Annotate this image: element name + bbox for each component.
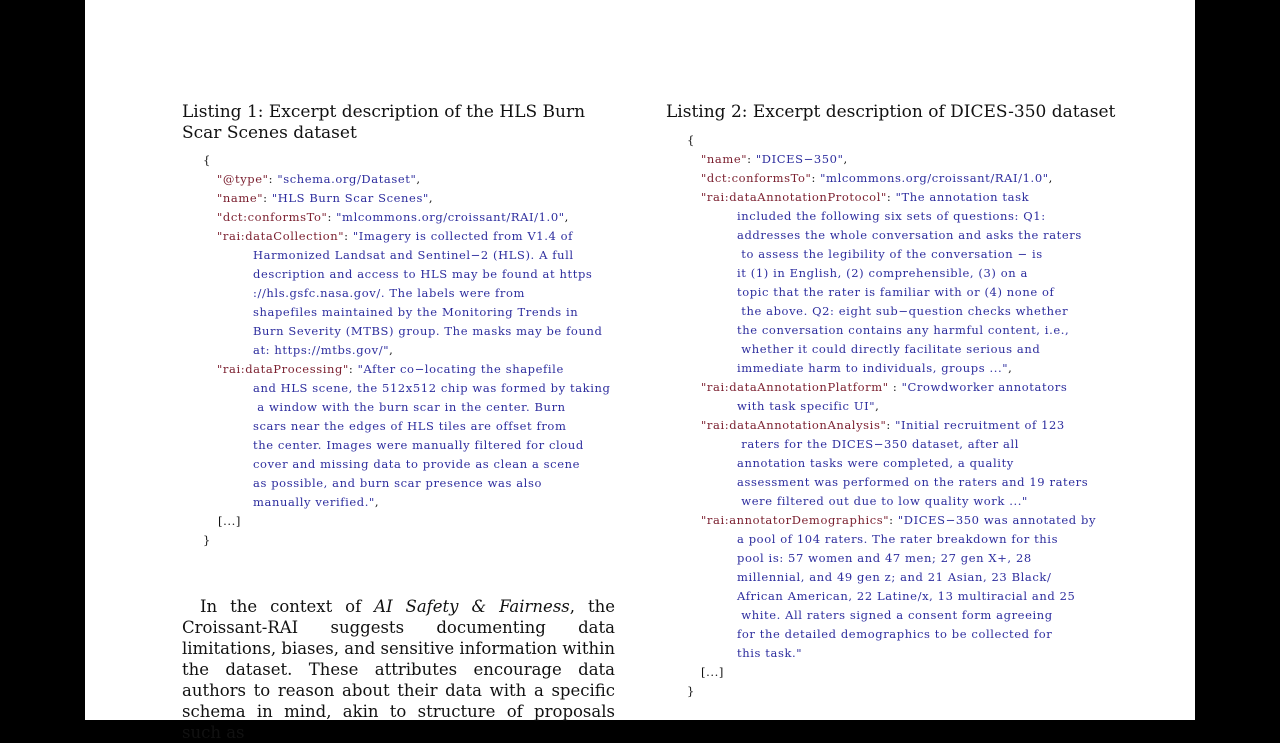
paragraph-start: In the context of (200, 597, 375, 616)
json-punct: : (263, 191, 272, 205)
json-value: the conversation contains any harmful content, i.e., (737, 323, 1070, 337)
json-punct: : (348, 362, 358, 376)
code-line (737, 625, 1052, 644)
json-punct: : (811, 171, 821, 185)
json-value: description and access to HLS may be found at https (253, 267, 593, 281)
code-line (737, 587, 1075, 606)
code-line (737, 644, 802, 663)
code-line (701, 416, 1065, 435)
code-line (687, 682, 695, 701)
json-value: and HLS scene, the 512x512 chip was formed by taking (253, 381, 611, 395)
json-key: "name" (217, 191, 264, 205)
code-line (737, 454, 1014, 473)
code-line (737, 359, 1012, 378)
json-value: "schema.org/Dataset" (277, 172, 417, 186)
json-punct: : (886, 190, 896, 204)
json-value: with task specific UI" (737, 399, 876, 413)
json-value: topic that the rater is familiar with or (4) none of (737, 285, 1055, 299)
paragraph-emphasis: AI Safety & Fairness (374, 597, 570, 616)
json-value: included the following six sets of questions: Q1: (737, 209, 1046, 223)
json-value: cover and missing data to provide as clean a scene (253, 457, 581, 471)
json-value: whether it could directly facilitate serious and (737, 342, 1041, 356)
code-line (737, 302, 1068, 321)
json-punct: } (203, 533, 211, 547)
json-value: the above. Q2: eight sub−question checks whether (737, 304, 1069, 318)
json-punct: : (747, 152, 756, 166)
json-punct: , (389, 343, 394, 357)
code-line (737, 492, 1028, 511)
code-line (253, 436, 584, 455)
json-value: Harmonized Landsat and Sentinel−2 (HLS). A full (253, 248, 574, 262)
json-key: "dct:conformsTo" (701, 171, 812, 185)
code-line (737, 473, 1088, 492)
code-line (701, 663, 724, 682)
json-value: African American, 22 Latine/x, 13 multiracial and 25 (737, 589, 1076, 603)
json-key: "rai:dataAnnotationPlatform" (701, 380, 889, 394)
json-value: annotation tasks were completed, a quality (737, 456, 1014, 470)
json-value: "mlcommons.org/croissant/RAI/1.0" (336, 210, 565, 224)
json-value: "mlcommons.org/croissant/RAI/1.0" (820, 171, 1049, 185)
json-punct: [...] (218, 514, 241, 528)
code-line (218, 512, 241, 531)
code-line (203, 531, 211, 550)
json-key: "rai:annotatorDemographics" (701, 513, 890, 527)
json-punct: : (327, 210, 337, 224)
json-value: "DICES−350" (755, 152, 844, 166)
json-punct: , (1008, 361, 1013, 375)
json-value: "Initial recruitment of 123 (895, 418, 1065, 432)
code-line (737, 397, 879, 416)
json-value: were filtered out due to low quality work ..." (737, 494, 1028, 508)
json-punct: : (888, 380, 902, 394)
code-line (253, 493, 379, 512)
code-line (701, 188, 1029, 207)
code-line (253, 265, 592, 284)
code-line (217, 189, 433, 208)
code-line (737, 606, 1053, 625)
json-punct: : (886, 418, 896, 432)
json-value: "HLS Burn Scar Scenes" (271, 191, 429, 205)
code-line (253, 284, 525, 303)
code-line (737, 226, 1082, 245)
json-value: a window with the burn scar in the center. Burn (253, 400, 566, 414)
json-value: assessment was performed on the raters and 19 raters (737, 475, 1089, 489)
code-line (253, 398, 566, 417)
json-punct: : (268, 172, 278, 186)
code-line (737, 245, 1043, 264)
json-punct: { (687, 133, 695, 147)
body-paragraph (182, 596, 615, 743)
json-punct: , (564, 210, 569, 224)
json-punct: } (687, 684, 695, 698)
code-line (203, 151, 211, 170)
code-line (217, 227, 573, 246)
code-line (253, 322, 602, 341)
json-key: "rai:dataAnnotationProtocol" (701, 190, 887, 204)
code-line (737, 549, 1032, 568)
json-value: pool is: 57 women and 47 men; 27 gen X+, 28 (737, 551, 1032, 565)
code-line (737, 283, 1054, 302)
json-punct: [...] (701, 665, 724, 679)
json-value: a pool of 104 raters. The rater breakdown for this (737, 532, 1059, 546)
json-punct: , (1048, 171, 1053, 185)
json-punct: , (843, 152, 848, 166)
code-line (701, 169, 1053, 188)
json-key: "@type" (217, 172, 269, 186)
json-value: Burn Severity (MTBS) group. The masks may be found (253, 324, 603, 338)
code-line (737, 340, 1040, 359)
code-line (737, 568, 1051, 587)
json-value: millennial, and 49 gen z; and 21 Asian, 23 Black/ (737, 570, 1052, 584)
code-line (737, 207, 1046, 226)
json-punct: : (344, 229, 353, 243)
code-line (737, 321, 1069, 340)
code-line (687, 131, 695, 150)
json-punct: , (374, 495, 380, 509)
json-value: it (1) in English, (2) comprehensible, (3) on a (737, 266, 1028, 280)
json-punct: , (428, 191, 434, 205)
json-value: "DICES−350 was annotated by (897, 513, 1097, 527)
code-line (701, 511, 1096, 530)
json-value: for the detailed demographics to be collected for (737, 627, 1053, 641)
json-value: to assess the legibility of the conversation − is (737, 247, 1043, 261)
json-value: raters for the DICES−350 dataset, after all (737, 437, 1020, 451)
json-key: "rai:dataAnnotationAnalysis" (701, 418, 887, 432)
code-line (253, 474, 542, 493)
json-punct: , (416, 172, 421, 186)
json-value: "After co−locating the shapefile (357, 362, 564, 376)
json-value: white. All raters signed a consent form agreeing (737, 608, 1053, 622)
json-key: "rai:dataCollection" (217, 229, 345, 243)
json-value: the center. Images were manually filtered for cloud (253, 438, 584, 452)
code-line (701, 378, 1067, 397)
json-key: "rai:dataProcessing" (217, 362, 349, 376)
json-value: manually verified." (253, 495, 375, 509)
json-value: "Imagery is collected from V1.4 of (352, 229, 573, 243)
json-value: ://hls.gsfc.nasa.gov/. The labels were from (253, 286, 525, 300)
listing-2-caption: Listing 2: Excerpt description of DICES-350 dataset (666, 102, 1116, 122)
json-value: addresses the whole conversation and asks the raters (737, 228, 1082, 242)
code-line (737, 530, 1058, 549)
json-value: at: https://mtbs.gov/" (253, 343, 390, 357)
listing-1-caption: Listing 1: Excerpt description of the HLS Burn Scar Scenes dataset (182, 102, 586, 143)
code-line (253, 417, 566, 436)
paragraph-rest: , the Croissant-RAI suggests documenting data limitations, biases, and sensitive information within the dataset. These attributes encourage data authors to reason about their data with a specific schema in mind, akin to structure of proposals such as (182, 597, 615, 742)
json-value: shapefiles maintained by the Monitoring Trends in (253, 305, 579, 319)
json-punct: : (889, 513, 898, 527)
json-key: "dct:conformsTo" (217, 210, 328, 224)
json-punct: , (875, 399, 880, 413)
code-line (701, 150, 848, 169)
json-key: "name" (701, 152, 748, 166)
json-punct: { (203, 153, 211, 167)
json-value: scars near the edges of HLS tiles are offset from (253, 419, 567, 433)
code-line (217, 208, 569, 227)
code-line (253, 303, 578, 322)
json-value: "Crowdworker annotators (901, 380, 1068, 394)
code-line (253, 341, 393, 360)
json-value: this task." (737, 646, 803, 660)
paper-page (85, 0, 1195, 742)
json-value: "The annotation task (895, 190, 1030, 204)
json-value: immediate harm to individuals, groups ..." (737, 361, 1009, 375)
code-line (253, 455, 580, 474)
code-line (217, 360, 564, 379)
code-line (217, 170, 421, 189)
code-line (737, 264, 1028, 283)
code-line (737, 435, 1019, 454)
code-line (253, 379, 611, 398)
code-line (253, 246, 574, 265)
json-value: as possible, and burn scar presence was also (253, 476, 542, 490)
